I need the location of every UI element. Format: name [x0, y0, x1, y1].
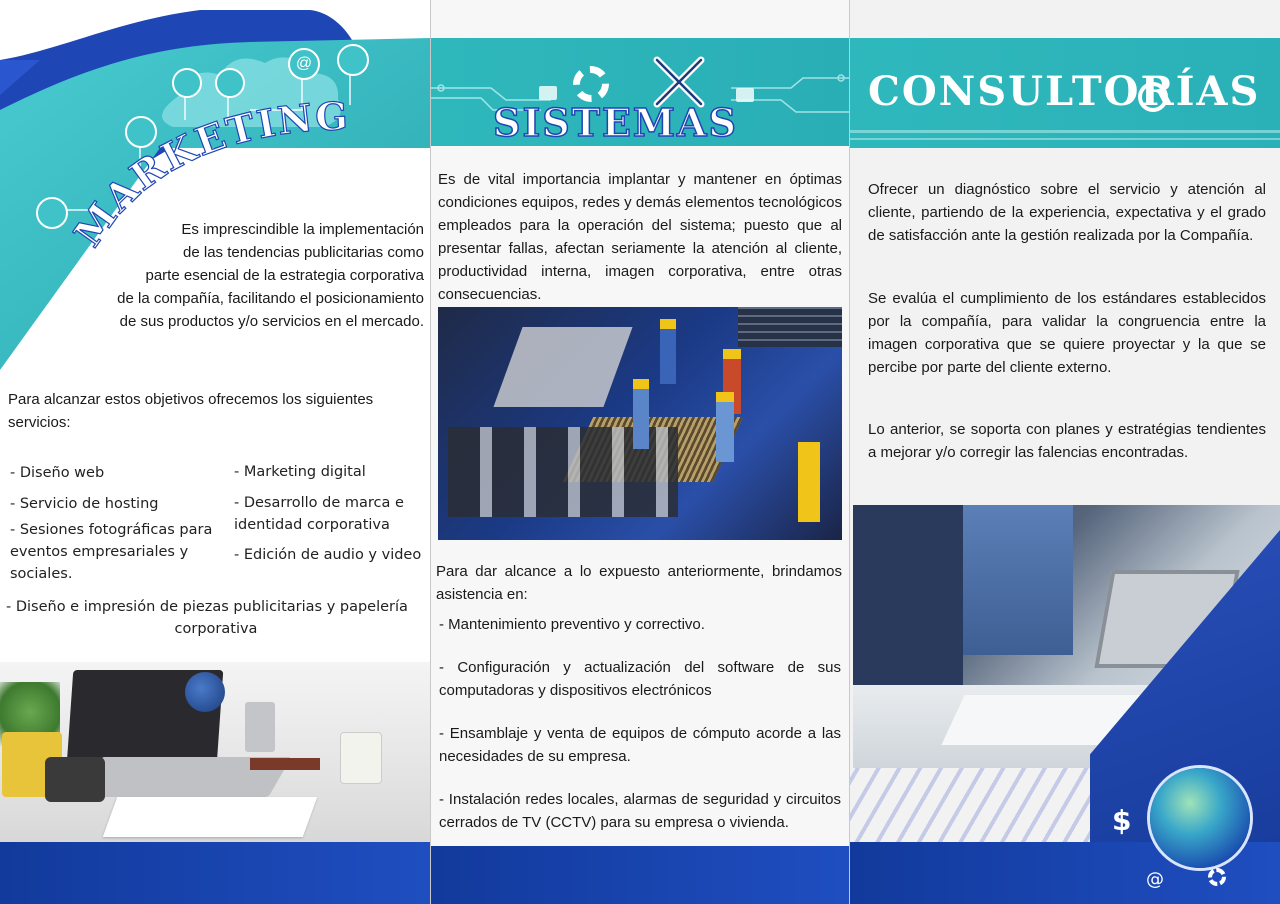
marketing-lead-line: Para alcanzar estos objetivos ofrecemos los siguientes: [8, 391, 374, 408]
sistemas-bottom-bar: [431, 846, 849, 904]
service-line: - Edición de audio y video: [234, 547, 422, 563]
consultorias-paragraph: Lo anterior, se soporta con planes y estratégias tendientes a mejorar y/o corregir las falencias encontradas.: [868, 421, 1266, 461]
worker-figure: [633, 379, 649, 449]
pencil-cup: [245, 702, 275, 752]
service-line: sociales.: [10, 566, 73, 582]
service-line: identidad corporativa: [234, 517, 390, 533]
marketing-intro: [44, 218, 424, 333]
services-right: [234, 461, 430, 566]
notebook: [250, 758, 320, 770]
svg-text:MARKETING: MARKETING: [64, 93, 351, 255]
marketing-intro-line: de sus productos y/o servicios en el mercado.: [119, 313, 424, 330]
consultorias-paragraph: Ofrecer un diagnóstico sobre el servicio y atención al cliente, partiendo de la experiencia, expectativa y el grado de satisfacción ante la gestión realizada por la Compañía.: [868, 181, 1266, 244]
papers: [103, 797, 318, 837]
chip: [493, 327, 632, 407]
marketing-lead: [8, 388, 428, 434]
worker-figure: [660, 319, 676, 384]
services-full: [6, 596, 426, 640]
service-item: [234, 544, 430, 566]
marketing-bottom-bar: [0, 842, 430, 904]
service-line: - Sesiones fotográficas para: [10, 522, 213, 538]
gear-icon: [1208, 868, 1226, 886]
sistemas-item: - Instalación redes locales, alarmas de seguridad y circuitos cerrados de TV (CCTV) para su empresa o vivienda.: [439, 791, 841, 831]
service-line: - Diseño e impresión de piezas publicitarias y papelería: [6, 599, 408, 615]
marketing-intro-line: de la compañía, facilitando el posicionamiento: [117, 290, 424, 307]
ram-slots: [738, 307, 842, 347]
service-line: corporativa: [174, 621, 258, 637]
marketing-intro-line: parte esencial de la estrategia corporativa: [145, 267, 424, 284]
service-line: - Diseño web: [10, 465, 105, 481]
gear-icon: [573, 66, 609, 102]
sistemas-item: - Ensamblaje y venta de equipos de cómputo acorde a las necesidades de su empresa.: [439, 725, 841, 765]
service-line: eventos empresariales y: [10, 544, 189, 560]
magnifier-icon: [1138, 82, 1168, 112]
service-line: - Servicio de hosting: [10, 496, 159, 512]
consultorias-paragraph: Se evalúa el cumplimiento de los estándares establecidos por la compañía, para validar la congruencia entre la imagen corporativa que se quiere proyectar y la que se percibe por parte del cliente externo.: [868, 290, 1266, 376]
dollar-icon: $: [1112, 804, 1132, 837]
sistemas-intro: Es de vital importancia implantar y mantener en óptimas condiciones equipos, redes y demás elementos tecnológicos empleados para la operación del sistema; puesto que al presentar fallas, afectan seriamente la atención al cliente, productividad interna, imagen corporativa, entre otras consecuencias.: [438, 171, 842, 303]
service-item: [10, 519, 230, 585]
consultorias-title: CONSULTORÍAS: [868, 68, 1261, 115]
services-left: [10, 462, 230, 585]
marketing-panel: [0, 0, 430, 904]
marketing-lead-line: servicios:: [8, 414, 71, 431]
circuit-board-photo: [438, 307, 842, 540]
sistemas-item: - Mantenimiento preventivo y correctivo.: [439, 616, 705, 633]
service-item: [10, 462, 230, 484]
service-item: [234, 461, 430, 483]
mug: [340, 732, 382, 784]
globe-icon: [1150, 768, 1250, 868]
service-line: - Desarrollo de marca e: [234, 495, 404, 511]
marketing-intro-line: de las tendencias publicitarias como: [183, 244, 424, 261]
service-item: [10, 493, 230, 515]
sistemas-title: SISTEMAS: [493, 100, 738, 145]
service-item: [234, 492, 430, 536]
service-line: - Marketing digital: [234, 464, 366, 480]
at-icon: @: [288, 48, 320, 80]
worker-figure: [716, 392, 734, 462]
marketing-intro-line: Es imprescindible la implementación: [181, 221, 424, 238]
at-icon: @: [1146, 869, 1164, 890]
worker-figure: [798, 442, 820, 522]
sistemas-lead: Para dar alcance a lo expuesto anteriormente, brindamos asistencia en:: [436, 563, 842, 603]
sistemas-panel: [431, 0, 849, 904]
camera: [45, 757, 105, 802]
globe: [185, 672, 225, 712]
desk-photo: [0, 662, 430, 842]
sistemas-item: - Configuración y actualización del software de sus computadoras y dispositivos electrónicos: [439, 659, 841, 699]
consultorias-panel: [850, 0, 1280, 904]
person-shirt: [963, 505, 1073, 655]
